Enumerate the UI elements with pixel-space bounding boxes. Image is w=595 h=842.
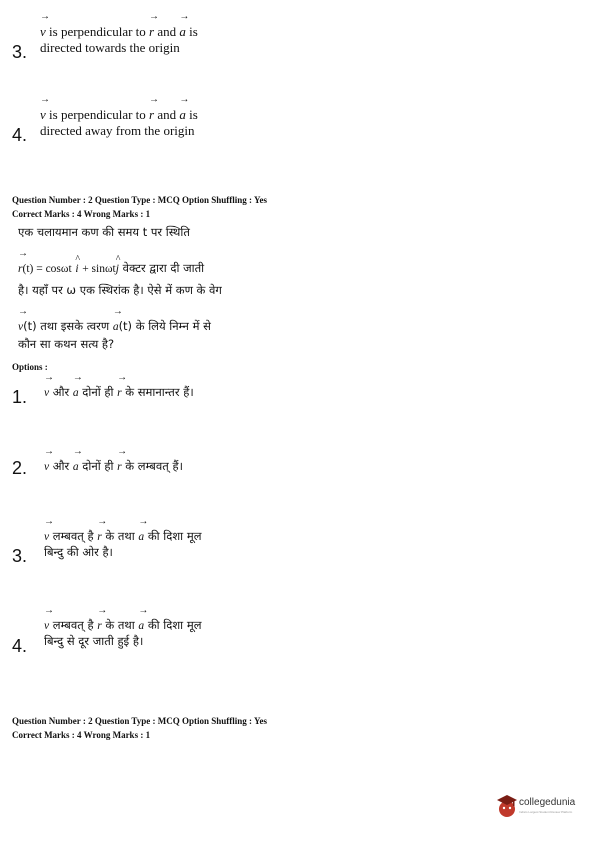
vector-r: → r	[117, 372, 128, 399]
top-option-3-number: 3.	[12, 42, 28, 62]
unit-vector-j: ^ j	[115, 254, 121, 275]
top-option-3-line1: → v is perpendicular to → r and → a is	[40, 18, 198, 42]
logo-name: collegedunia	[519, 797, 576, 808]
option-3-line1: → v लम्बवत् है → r के तथा → a की दिशा मूल	[44, 523, 202, 547]
vector-v: → v	[44, 446, 54, 473]
question-meta-line1: Question Number : 2 Question Type : MCQ Option Shuffling : Yes	[12, 195, 267, 205]
option-4-line2: बिन्दु से दूर जाती हुई है।	[44, 634, 144, 648]
option-4-line1: → v लम्बवत् है → r के तथा → a की दिशा मूल	[44, 612, 202, 636]
unit-vector-i: ^ i	[75, 254, 81, 275]
vector-r: → r	[149, 11, 160, 39]
question-line1: एक चलायमान कण की समय t पर स्थिति	[18, 225, 190, 239]
vector-v: → v	[44, 516, 54, 543]
vector-r: → r	[18, 248, 28, 275]
question-line5: कौन सा कथन सत्य है?	[18, 337, 115, 351]
vector-a: → a	[112, 306, 123, 333]
option-1-text: → v और → a दोनों ही → r के समानान्तर हैं।	[44, 379, 194, 403]
graduation-cap-icon	[497, 793, 517, 821]
vector-a: → a	[179, 11, 190, 39]
next-question-meta-line2: Correct Marks : 4 Wrong Marks : 1	[12, 730, 151, 740]
next-question-meta-line1: Question Number : 2 Question Type : MCQ Option Shuffling : Yes	[12, 716, 267, 726]
top-option-4-number: 4.	[12, 125, 28, 145]
top-option-4-line2: directed away from the origin	[40, 123, 195, 138]
vector-v: → v	[44, 372, 54, 399]
top-option-4-line1: → v is perpendicular to → r and → a is	[40, 101, 198, 125]
vector-v: → v	[44, 605, 54, 632]
vector-a: → a	[138, 516, 149, 543]
question-line4: → v(t) तथा इसके त्वरण → a(t) के लिये निम्न में से	[18, 313, 211, 337]
vector-v: → v	[40, 94, 50, 122]
vector-a: → a	[179, 94, 190, 122]
vector-a: → a	[72, 372, 83, 399]
vector-r: → r	[117, 446, 128, 473]
vector-r: → r	[97, 516, 108, 543]
vector-v: → v	[40, 11, 50, 39]
option-3-number: 3.	[12, 546, 28, 566]
question-line3: है। यहाँ पर ω एक स्थिरांक है। ऐसे में कण के वेग	[18, 283, 222, 297]
vector-a: → a	[138, 605, 149, 632]
option-3-line2: बिन्दु की ओर है।	[44, 545, 113, 559]
question-meta-line2: Correct Marks : 4 Wrong Marks : 1	[12, 209, 151, 219]
vector-r: → r	[149, 94, 160, 122]
option-2-number: 2.	[12, 458, 28, 478]
option-1-number: 1.	[12, 387, 28, 407]
option-4-number: 4.	[12, 636, 28, 656]
logo-tagline: India's Largest Student Review Platform	[519, 810, 573, 814]
question-line2: → r(t) = cosωt ^ i + sinωt ^ j वेक्टर द्वारा दी जाती	[18, 255, 204, 279]
top-option-3-line2: directed towards the origin	[40, 40, 180, 55]
vector-v: → v	[18, 306, 28, 333]
option-2-text: → v और → a दोनों ही → r के लम्बवत् हैं।	[44, 453, 183, 477]
vector-a: → a	[72, 446, 83, 473]
options-label: Options :	[12, 362, 48, 372]
collegedunia-logo	[497, 793, 587, 823]
vector-r: → r	[97, 605, 108, 632]
